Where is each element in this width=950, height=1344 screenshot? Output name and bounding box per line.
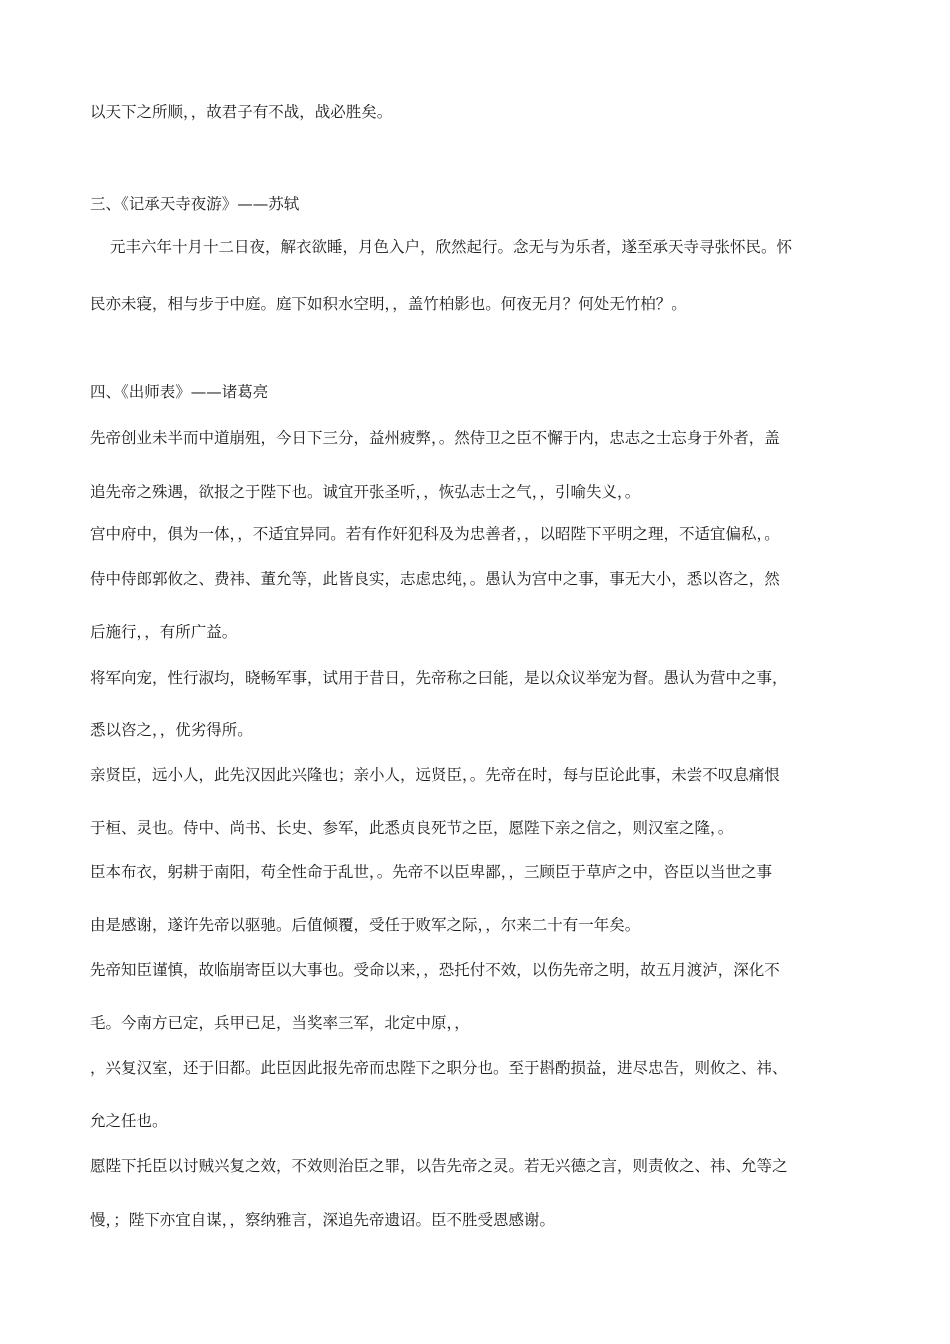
text-line: 愿陛下托臣以讨贼兴复之效，不效则治臣之罪，以告先帝之灵。若无兴德之言，则责攸之、祎、允等之	[90, 1157, 788, 1175]
text-line: 亲贤臣，远小人，此先汉因此兴隆也；亲小人，远贤臣，。先帝在时，每与臣论此事，未尝不叹息痛恨	[90, 766, 780, 784]
text-line: 将军向宠，性行淑均，晓畅军事，试用于昔日，先帝称之曰能，是以众议举宠为督。愚认为营中之事，	[90, 669, 788, 687]
text-line: 慢，；陛下亦宜自谋，，察纳雅言，深追先帝遗诏。臣不胜受恩感谢。	[90, 1211, 556, 1229]
text-line: 先帝创业未半而中道崩殂，今日下三分，益州疲弊，。然侍卫之臣不懈于内，忠志之士忘身于外者，盖	[90, 429, 780, 447]
text-line: 后施行，，有所广益。	[90, 623, 238, 641]
text-line: ，兴复汉室，还于旧都。此臣因此报先帝而忠陛下之职分也。至于斟酌损益，进尽忠告，则攸之、祎、	[90, 1059, 788, 1077]
text-line: 元丰六年十月十二日夜，解衣欲睡，月色入户，欣然起行。念无与为乐者，遂至承天寺寻张怀民。怀	[110, 238, 793, 256]
text-line: 毛。今南方已定，兵甲已足，当奖率三军，北定中原，，	[90, 1014, 470, 1032]
text-line: 于桓、灵也。侍中、尚书、长史、参军，此悉贞良死节之臣，愿陛下亲之信之，则汉室之隆，。	[90, 819, 734, 837]
text-line: 以天下之所顺，，故君子有不战，战必胜矣。	[90, 103, 393, 121]
text-line: 臣本布衣，躬耕于南阳，苟全性命于乱世，。先帝不以臣卑鄙，，三顾臣于草庐之中，咨臣以当世之事	[90, 863, 773, 881]
text-line: 民亦未寝，相与步于中庭。庭下如积水空明，，盖竹柏影也。何夜无月？何处无竹柏？。	[90, 295, 687, 313]
section-heading: 三、《记承天寺夜游》——苏轼	[90, 195, 300, 213]
text-line: 悉以咨之，，优劣得所。	[90, 721, 253, 739]
text-line: 宫中府中，俱为一体，，不适宜异同。若有作奸犯科及为忠善者，，以昭陛下平明之理，不适宜偏私，。	[90, 525, 780, 543]
text-line: 由是感谢，遂许先帝以驱驰。后值倾覆，受任于败军之际，，尔来二十有一年矣。	[90, 916, 641, 934]
text-line: 先帝知臣谨慎，故临崩寄臣以大事也。受命以来，，恐托付不效，以伤先帝之明，故五月渡泸，深化不	[90, 961, 780, 979]
section-heading: 四、《出师表》——诸葛亮	[90, 383, 269, 401]
text-line: 允之任也。	[90, 1112, 168, 1130]
text-line: 追先帝之殊遇，欲报之于陛下也。诚宜开张圣听，，恢弘志士之气，，引喻失义，。	[90, 483, 641, 501]
text-line: 侍中侍郎郭攸之、费祎、董允等，此皆良实，志虑忠纯，。愚认为宫中之事，事无大小，悉以咨之，然	[90, 570, 780, 588]
